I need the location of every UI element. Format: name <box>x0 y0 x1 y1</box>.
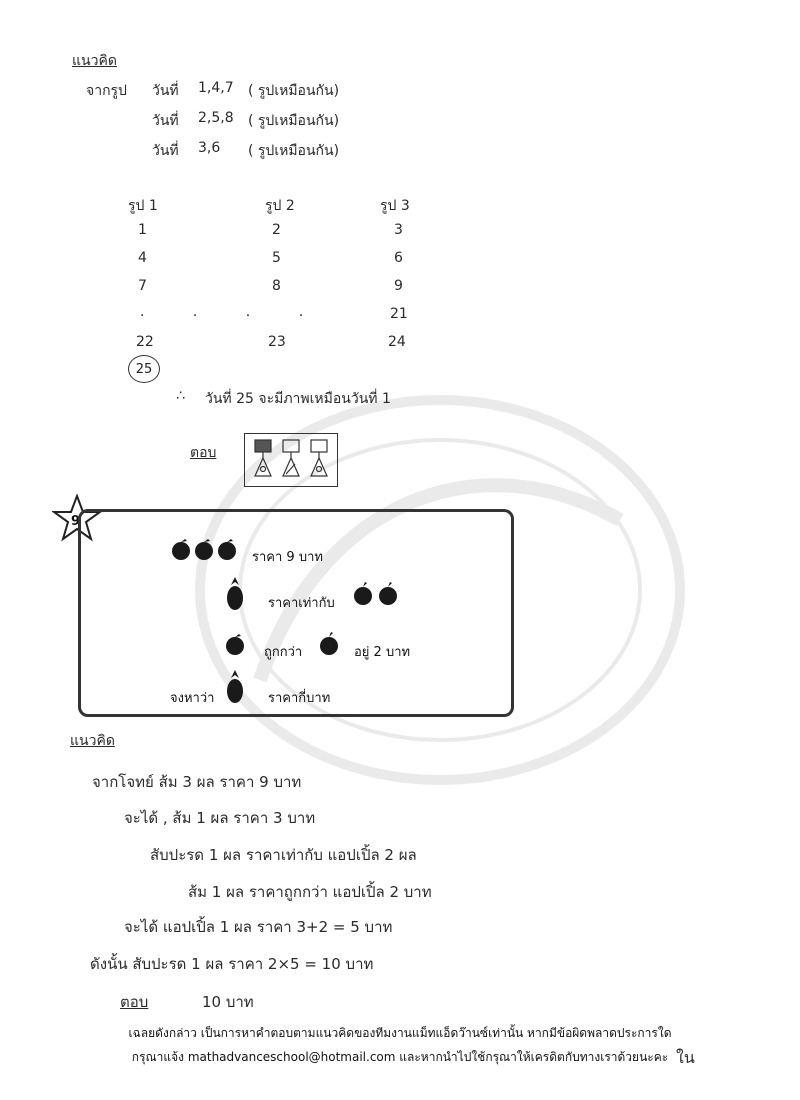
answer1-label: ตอบ <box>190 445 217 461</box>
solution-line-1: จากโจทย์ ส้ม 3 ผล ราคา 9 บาท <box>92 773 302 791</box>
handwritten-initials: ใน <box>676 1048 695 1067</box>
solution-line-2: จะได้ , ส้ม 1 ผล ราคา 3 บาท <box>124 809 316 827</box>
cell-r3c3: 9 <box>394 278 403 294</box>
table-header-3: รูป 3 <box>380 198 410 214</box>
pineapple-icon-2 <box>224 670 246 704</box>
cell-r3c2: 8 <box>272 278 281 294</box>
line2-text: ราคาเท่ากับ <box>268 596 335 611</box>
cell-r1c2: 2 <box>272 222 281 238</box>
line1-prefix: จากรูป <box>86 83 127 99</box>
apples-icon <box>352 582 400 606</box>
line3-nums: 3,6 <box>198 140 221 156</box>
footer-line-2: กรุณาแจ้ง mathadvanceschool@hotmail.com และหากนำไปใช้กรุณาให้เครดิตกับทางเราด้วยนะคะ <box>131 1050 669 1064</box>
line3-cheaper-text: ถูกกว่า <box>264 645 303 660</box>
cell-r4c3: 21 <box>390 306 408 322</box>
line1-day: วันที่ <box>152 83 179 99</box>
cell-r5c2: 23 <box>268 334 286 350</box>
apple-icon <box>318 632 340 656</box>
solution-line-6: ดังนั้น สับปะรด 1 ผล ราคา 2×5 = 10 บาท <box>90 955 374 973</box>
line2-note: ( รูปเหมือนกัน) <box>248 113 340 129</box>
line3-note: ( รูปเหมือนกัน) <box>248 143 340 159</box>
section2-heading: แนวคิด <box>70 733 115 749</box>
line1-nums: 1,4,7 <box>198 80 234 96</box>
cell-r2c2: 5 <box>272 250 281 266</box>
pineapple-icon <box>224 577 246 611</box>
table-dots: . . . . <box>140 304 326 320</box>
line2-nums: 2,5,8 <box>198 110 234 126</box>
cell-r1c1: 1 <box>138 222 147 238</box>
cell-r3c1: 7 <box>138 278 147 294</box>
line4-text: ราคากี่บาท <box>268 691 331 706</box>
line4-label: จงหาว่า <box>170 691 215 706</box>
section1-heading: แนวคิด <box>72 53 117 69</box>
footer-line-1: เฉลยดังกล่าว เป็นการหาคำตอบตามแนวคิดของทีมงานแม็ทแอ็ดว๊านซ์เท่านั้น หากมีข้อผิดพลาดประการใด <box>128 1026 672 1040</box>
solution-line-3: สับปะรด 1 ผล ราคาเท่ากับ แอปเปิ้ล 2 ผล <box>150 846 417 864</box>
line3-amount-text: อยู่ 2 บาท <box>354 645 411 660</box>
solution-line-5: จะได้ แอปเปิ้ล 1 ผล ราคา 3+2 = 5 บาท <box>124 918 393 936</box>
orange-icon <box>224 632 246 656</box>
line1-note: ( รูปเหมือนกัน) <box>248 83 340 99</box>
answer-picture <box>244 433 338 487</box>
cell-r5c1: 22 <box>136 334 154 350</box>
therefore-symbol: ∴ <box>176 388 185 404</box>
cell-r2c1: 4 <box>138 250 147 266</box>
problem-number: 9 <box>71 514 81 529</box>
answer2-value: 10 บาท <box>202 993 254 1011</box>
cell-r5c3: 24 <box>388 334 406 350</box>
cell-r1c3: 3 <box>394 222 403 238</box>
circled-number: 25 <box>128 355 160 383</box>
conclusion-text: วันที่ 25 จะมีภาพเหมือนวันที่ 1 <box>205 391 391 407</box>
line3-day: วันที่ <box>152 143 179 159</box>
cell-r2c3: 6 <box>394 250 403 266</box>
table-header-1: รูป 1 <box>128 198 158 214</box>
triangle-flags-icon <box>245 434 337 486</box>
line1-price-text: ราคา 9 บาท <box>252 550 323 565</box>
oranges-icon <box>170 538 240 562</box>
answer2-label: ตอบ <box>120 993 149 1011</box>
problem-box <box>78 509 514 717</box>
solution-line-4: ส้ม 1 ผล ราคาถูกกว่า แอปเปิ้ล 2 บาท <box>188 883 432 901</box>
table-header-2: รูป 2 <box>265 198 295 214</box>
line2-day: วันที่ <box>152 113 179 129</box>
